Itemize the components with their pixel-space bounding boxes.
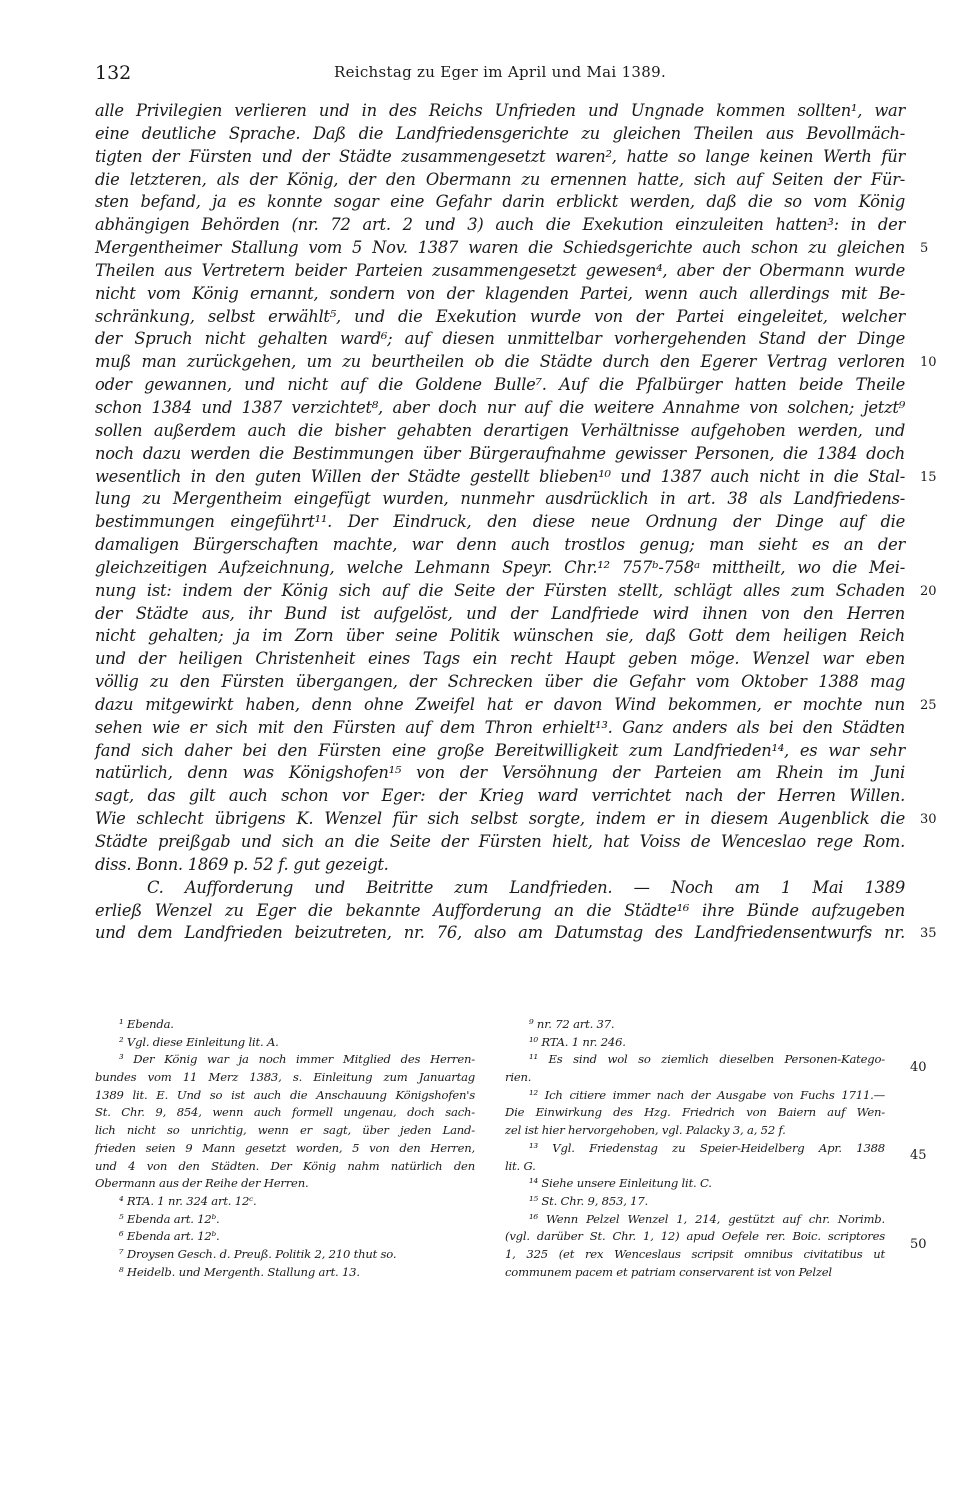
footnote-line: ⁶ Ebenda art. 12ᵇ. <box>119 1229 220 1244</box>
footnote-line: 1389 lit. E. Und so ist auch die Anschauung Königshofen's <box>95 1087 475 1102</box>
footnote-line: Die Einwirkung des Hzg. Friedrich von Baiern auf Wen- <box>505 1105 885 1120</box>
line-number: 15 <box>920 470 937 485</box>
text-line: gleichzeitigen Aufzeichnung, welche Lehmann Speyr. Chr.¹² 757ᵇ-758ᵃ mittheilt, wo die Mei- <box>95 557 905 577</box>
footnote-line: ¹⁴ Siehe unsere Einleitung lit. C. <box>529 1176 712 1191</box>
line-number: 30 <box>920 812 937 827</box>
text-line: fand sich daher bei den Fürsten eine große Bereitwilligkeit zum Landfrieden¹⁴, es war sehr <box>95 740 905 760</box>
footnote-line: frieden seien 9 Mann gesetzt worden, 5 von den Herren, <box>95 1140 475 1155</box>
text-line: tigten der Fürsten und der Städte zusammengesetzt waren², hatte so lange keinen Werth für <box>95 146 905 166</box>
text-line: alle Privilegien verlieren und in des Reichs Unfrieden und Ungnade kommen sollten¹, war <box>95 101 905 120</box>
line-number: 5 <box>920 241 929 256</box>
footnote-line: 1, 325 (et rex Wenceslaus scripsit omnibus civitatibus ut <box>505 1246 885 1261</box>
text-line: die letzteren, als der König, der den Obermann zu ernennen hatte, sich auf Seiten der Für- <box>95 169 905 189</box>
line-number: 35 <box>920 926 937 941</box>
text-line: sollen außerdem auch die bisher gehabten derartigen Verhältnisse aufgehoben werden, und <box>95 420 905 440</box>
footnotes-left-column <box>95 1016 475 1281</box>
footnote-line: ¹⁵ St. Chr. 9, 853, 17. <box>529 1193 649 1208</box>
text-line: sehen wie er sich mit den Fürsten auf dem Thron erhielt¹³. Ganz anders als bei den Städten <box>95 717 905 737</box>
section-heading-line: C. Aufforderung und Beitritte zum Landfrieden. — Noch am 1 Mai 1389 <box>147 877 905 897</box>
text-line: und der heiligen Christenheit eines Tags ein recht Haupt geben möge. Wenzel war eben <box>95 649 905 669</box>
text-line: eine deutliche Sprache. Daß die Landfriedensgerichte zu gleichen Theilen aus Bevollmäch- <box>95 123 905 143</box>
footnote-line: rien. <box>505 1070 532 1085</box>
footnote-line: ¹⁰ RTA. 1 nr. 246. <box>529 1034 626 1049</box>
main-text <box>95 100 937 945</box>
footnote-line: ⁴ RTA. 1 nr. 324 art. 12ᶜ. <box>119 1193 257 1208</box>
text-line: wesentlich in den guten Willen der Städte gestellt blieben¹⁰ und 1387 auch nicht in die Stal- <box>95 466 905 486</box>
line-number: 10 <box>920 355 937 370</box>
text-line: völlig zu den Fürsten übergangen, der Schrecken über die Gefahr vom Oktober 1388 mag <box>95 672 905 692</box>
line-number: 20 <box>920 584 937 599</box>
footnote-line: communem pacem et patriam conservarent ist von Pelzel <box>505 1264 832 1279</box>
footnote-line: ⁵ Ebenda art. 12ᵇ. <box>119 1211 220 1226</box>
footnote-line: ¹⁶ Wenn Pelzel Wenzel 1, 214, gestützt auf chr. Norimb. <box>529 1211 885 1226</box>
page-header <box>95 62 905 86</box>
footnote-line: ⁹ nr. 72 art. 37. <box>529 1017 615 1031</box>
text-line: nicht vom König ernannt, sondern von der klagenden Partei, wenn auch allerdings mit Be- <box>95 283 905 303</box>
footnote-line: ¹³ Vgl. Friedenstag zu Speier-Heidelberg Apr. 1388 <box>529 1140 885 1155</box>
text-line: Wie schlecht übrigens K. Wenzel für sich selbst sorgte, indem er in diesem Augenblick die <box>95 809 905 829</box>
footnotes-right-column <box>505 1016 885 1281</box>
footnote-line: ⁷ Droysen Gesch. d. Preuß. Politik 2, 210 thut so. <box>119 1246 397 1261</box>
footnote-line: ⁸ Heidelb. und Mergenth. Stallung art. 13. <box>119 1264 360 1279</box>
text-line: natürlich, denn was Königshofen¹⁵ von der Versöhnung der Parteien am Rhein im Juni <box>95 763 905 783</box>
text-line: erließ Wenzel zu Eger die bekannte Aufforderung an die Städte¹⁶ ihre Bünde aufzugeben <box>95 900 905 920</box>
line-number: 45 <box>910 1148 927 1163</box>
line-number: 50 <box>910 1237 927 1252</box>
page-number: 132 <box>95 62 132 84</box>
text-line: diss. Bonn. 1869 p. 52 f. gut gezeigt. <box>95 854 389 874</box>
line-number: 40 <box>910 1060 927 1075</box>
footnote-line: ¹ Ebenda. <box>119 1017 174 1031</box>
text-line: Städte preißgab und sich an die Seite der Fürsten hielt, hat Voiss de Wenceslao rege Rom. <box>95 832 905 851</box>
text-line: oder gewannen, und nicht auf die Goldene Bulle⁷. Auf die Pfalbürger hatten beide Theile <box>95 375 905 395</box>
footnote-line: (vgl. darüber St. Chr. 1, 12) apud Oefele rer. Boic. scriptores <box>505 1229 885 1244</box>
text-line: der Spruch nicht gehalten ward⁶; auf diesen unmittelbar vorhergehenden Stand der Dinge <box>95 329 905 349</box>
text-line: nicht gehalten; ja im Zorn über seine Politik wünschen sie, daß Gott dem heiligen Reich <box>95 626 905 646</box>
text-line: Theilen aus Vertretern beider Parteien zusammengesetzt gewesen⁴, aber der Obermann wurde <box>95 260 905 280</box>
text-line: schon 1384 und 1387 verzichtet⁸, aber doch nur auf die weitere Annahme von solchen; jetzt⁹ <box>95 397 905 417</box>
text-line: sten befand, ja es konnte sogar eine Gefahr darin erblickt werden, daß die so vom König <box>95 192 905 212</box>
footnote-line: St. Chr. 9, 854, wenn auch formell ungenau, doch sach- <box>95 1105 475 1120</box>
text-line: nung ist: indem der König sich auf die Seite der Fürsten stellt, schlägt alles zum Schaden <box>95 580 905 600</box>
footnote-line: bundes vom 11 Merz 1383, s. Einleitung zum Januartag <box>95 1070 475 1085</box>
footnote-line: lich nicht so unrichtig, wenn er sagt, über jeden Land- <box>95 1123 475 1138</box>
footnote-line: ³ Der König war ja noch immer Mitglied des Herren- <box>119 1052 475 1067</box>
footnote-line: ¹¹ Es sind wol so ziemlich dieselben Personen-Katego- <box>529 1052 885 1067</box>
text-line: lung zu Mergentheim eingefügt wurden, nunmehr ausdrücklich in art. 38 als Landfriedens- <box>95 489 905 509</box>
footnote-line: ¹² Ich citiere immer nach der Ausgabe von Fuchs 1711.— <box>529 1087 885 1102</box>
footnote-line: Obermann aus der Reihe der Herren. <box>95 1176 309 1191</box>
text-line: damaligen Bürgerschaften machte, war denn auch trostlos genug; man sieht es an der <box>95 535 905 555</box>
line-number: 25 <box>920 698 937 713</box>
text-line: noch dazu werden die Bestimmungen über Bürgeraufnahme gewisser Personen, die 1384 doch <box>95 443 905 463</box>
text-line: schränkung, selbst erwählt⁵, und die Exekution wurde von der Partei eingeleitet, welcher <box>95 306 905 326</box>
text-line: muß man zurückgehen, um zu beurtheilen ob die Städte durch den Egerer Vertrag verloren <box>95 352 905 372</box>
footnote-line: und 4 von den Städten. Der König nahm natürlich den <box>95 1158 475 1173</box>
footnote-line: lit. G. <box>505 1158 536 1173</box>
text-line: bestimmungen eingeführt¹¹. Der Eindruck, den diese neue Ordnung der Dinge auf die <box>95 512 905 532</box>
text-line: abhängigen Behörden (nr. 72 art. 2 und 3) auch die Exekution einzuleiten hatten³: in der <box>95 215 905 235</box>
footnote-line: ² Vgl. diese Einleitung lit. A. <box>119 1034 279 1049</box>
text-line: und dem Landfrieden beizutreten, nr. 76, also am Datumstag des Landfriedensentwurfs nr. <box>95 923 905 943</box>
text-line: sagt, das gilt auch schon vor Eger: der Krieg ward verrichtet nach der Herren Willen. <box>95 786 905 806</box>
text-line: dazu mitgewirkt haben, denn ohne Zweifel hat er davon Wind bekommen, er mochte nun <box>95 694 905 714</box>
text-line: der Städte aus, ihr Bund ist aufgelöst, und der Landfriede wird ihnen von den Herren <box>95 603 905 623</box>
text-line: Mergentheimer Stallung vom 5 Nov. 1387 waren die Schiedsgerichte auch schon zu gleichen <box>95 238 905 258</box>
footnote-line: zel ist hier hervorgehoben, vgl. Palacky 3, a, 52 f. <box>505 1123 786 1138</box>
running-head: Reichstag zu Eger im April und Mai 1389. <box>333 63 667 81</box>
